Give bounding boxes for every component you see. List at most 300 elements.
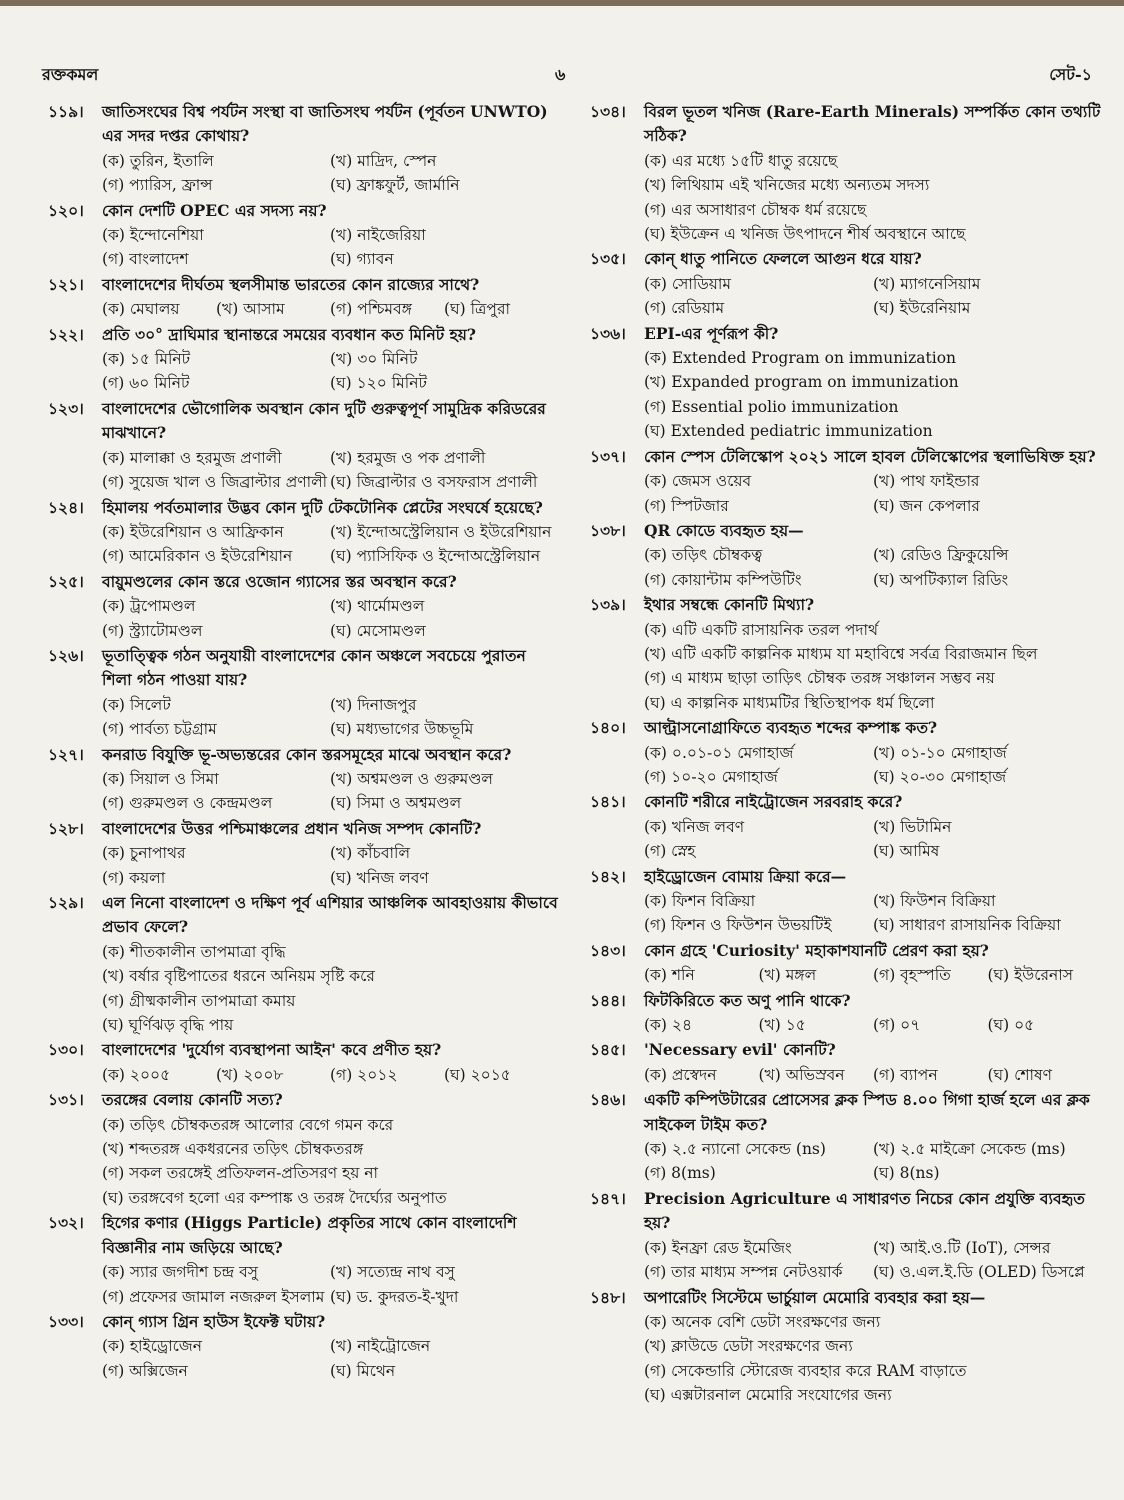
option-row	[644, 419, 1102, 443]
question-number: ১৩৬।	[590, 323, 626, 343]
answer-option: (গ) সুয়েজ খাল ও জিব্রাল্টার প্রণালী	[102, 473, 328, 492]
options	[48, 1063, 558, 1087]
options	[590, 149, 1102, 247]
answer-option: (গ) Essential polio immunization	[644, 397, 899, 416]
question-number: ১৩৪।	[590, 102, 626, 121]
page-number: ৬	[555, 65, 566, 84]
question-block	[590, 322, 1102, 444]
answer-option: (খ) সত্যেন্দ্র নাথ বসু	[330, 1263, 455, 1282]
question-block	[48, 1310, 558, 1383]
question-text: কোন দেশটি OPEC এর সদস্য নয়?	[102, 200, 327, 220]
option-row	[644, 296, 1102, 320]
question-number: ১৪৭।	[590, 1188, 626, 1208]
question-block	[590, 519, 1102, 592]
option-row	[102, 1359, 558, 1383]
answer-option: (খ) আই.ও.টি (IoT), সেন্সর	[873, 1238, 1051, 1257]
question-number: ১২৬।	[48, 645, 84, 665]
question-block	[590, 989, 1102, 1038]
option-row	[102, 520, 558, 544]
question-number: ১৪৬।	[590, 1090, 626, 1110]
question-number: ১৪৩।	[590, 940, 626, 960]
option-row	[102, 149, 558, 173]
answer-option: (ক) খনিজ লবণ	[644, 817, 745, 836]
options	[48, 940, 558, 1038]
question-number: ১৪৫।	[590, 1040, 626, 1060]
question-line	[48, 570, 558, 594]
options	[48, 767, 558, 816]
answer-option: (ক) শীতকালীন তাপমাত্রা বৃদ্ধি	[102, 942, 286, 961]
answer-option: (ঘ) প্যাসিফিক ও ইন্দোঅস্ট্রেলিয়ান	[330, 547, 541, 566]
answer-option: (গ) স্ট্র্যাটোমণ্ডল	[102, 621, 203, 640]
answer-option: (গ) ১০-২০ মেগাহার্জ	[644, 767, 778, 786]
question-number: ১২৮।	[48, 818, 84, 838]
question-line	[590, 1286, 1102, 1310]
question-line	[590, 1187, 1102, 1236]
question-block	[48, 891, 558, 1037]
answer-option: (খ) মাদ্রিদ, স্পেন	[330, 151, 437, 170]
answer-option: (গ) আমেরিকান ও ইউরেশিয়ান	[102, 547, 293, 566]
answer-option: (খ) লিথিয়াম এই খনিজের মধ্যে অন্যতম সদস্য	[644, 176, 930, 195]
question-line	[590, 1088, 1102, 1137]
question-line	[48, 496, 558, 520]
option-row	[644, 1359, 1102, 1383]
option-row	[644, 1063, 1102, 1087]
answer-option: (ঘ) Extended pediatric immunization	[644, 422, 933, 441]
options	[590, 963, 1102, 987]
option-row	[102, 1285, 558, 1309]
option-row	[644, 1137, 1102, 1161]
answer-option: (গ) ফিশন ও ফিউশন উভয়টিই	[644, 916, 832, 935]
question-number: ১২২।	[48, 324, 84, 344]
answer-option: (ক) Extended Program on immunization	[644, 349, 957, 368]
options	[48, 297, 558, 321]
answer-option: (ক) সিয়াল ও সিমা	[102, 769, 219, 788]
question-block	[48, 743, 558, 816]
question-line	[48, 273, 558, 297]
answer-option: (গ) 8(ms)	[644, 1164, 716, 1183]
question-number: ১২৩।	[48, 398, 84, 418]
answer-option: (ঘ) ঘূর্ণিঝড় বৃদ্ধি পায়	[102, 1016, 234, 1035]
answer-option: (ক) সিলেট	[102, 695, 171, 714]
options	[48, 347, 558, 396]
answer-option: (গ) ০৭	[873, 1016, 921, 1035]
option-row	[644, 1310, 1102, 1334]
option-row	[644, 469, 1102, 493]
question-text: Precision Agriculture এ সাধারণত নিচের কোন প্রযুক্তি ব্যবহৃত হয়?	[644, 1188, 1085, 1233]
answer-option: (ক) ট্রপোমণ্ডল	[102, 597, 196, 616]
answer-option: (খ) পাথ ফাইন্ডার	[873, 472, 980, 491]
question-block	[590, 445, 1102, 518]
answer-option: (খ) বর্ষার বৃষ্টিপাতের ধরনে অনিয়ম সৃষ্টি করে	[102, 967, 375, 986]
answer-option: (খ) Expanded program on immunization	[644, 373, 959, 392]
options	[590, 741, 1102, 790]
answer-option: (ক) অনেক বেশি ডেটা সংরক্ষণের জন্য	[644, 1312, 881, 1331]
answer-option: (গ) পশ্চিমবঙ্গ	[330, 300, 412, 319]
options	[48, 1113, 558, 1211]
question-line	[590, 790, 1102, 814]
answer-option: (ঘ) তরঙ্গবেগ হলো এর কম্পাঙ্ক ও তরঙ্গ দৈর্ঘ্যের অনুপাত	[102, 1188, 447, 1207]
options	[48, 446, 558, 495]
question-text: কোন্ ধাতু পানিতে ফেললে আগুন ধরে যায়?	[644, 249, 922, 269]
option-row	[644, 839, 1102, 863]
answer-option: (ক) প্রস্বেদন	[644, 1065, 717, 1084]
question-block	[590, 790, 1102, 863]
option-row	[644, 198, 1102, 222]
question-text: কোন গ্রহে 'Curiosity' মহাকাশযানটি প্রেরণ করা হয়?	[644, 940, 989, 960]
answer-option: (ঘ) সাধারণ রাসায়নিক বিক্রিয়া	[873, 916, 1061, 935]
answer-option: (গ) সেকেন্ডারি স্টোরেজ ব্যবহার করে RAM বাড়াতে	[644, 1361, 967, 1380]
question-line	[590, 593, 1102, 617]
answer-option: (ঘ) জন কেপলার	[873, 496, 980, 515]
question-text: বাংলাদেশের 'দুর্যোগ ব্যবস্থাপনা আইন' কবে প্রণীত হয়?	[102, 1040, 442, 1060]
answer-option: (গ) বাংলাদেশ	[102, 250, 189, 269]
answer-option: (গ) ২০১২	[330, 1065, 398, 1084]
option-row	[644, 543, 1102, 567]
option-row	[102, 841, 558, 865]
option-row	[644, 963, 1102, 987]
option-row	[644, 618, 1102, 642]
question-block	[590, 1187, 1102, 1285]
question-line	[590, 989, 1102, 1013]
answer-option: (ঘ) ১২০ মিনিট	[330, 374, 427, 393]
answer-option: (গ) এ মাধ্যম ছাড়া তাড়িৎ চৌম্বক তরঙ্গ সঞ্চালন সম্ভব নয়	[644, 669, 995, 688]
option-row	[102, 446, 558, 470]
question-number: ১৩৩।	[48, 1311, 84, 1331]
option-row	[102, 371, 558, 395]
answer-option: (খ) আসাম	[216, 300, 285, 319]
question-number: ১৩৭।	[590, 446, 626, 466]
question-block	[590, 865, 1102, 938]
option-row	[644, 666, 1102, 690]
question-text: কোন স্পেস টেলিস্কোপ ২০২১ সালে হাবল টেলিস্কোপের স্থলাভিষিক্ত হয়?	[644, 446, 1096, 466]
option-row	[644, 1383, 1102, 1407]
header-title: রক্তকমল	[42, 65, 99, 84]
answer-option: (গ) প্রফেসর জামাল নজরুল ইসলাম	[102, 1287, 325, 1306]
question-line	[590, 445, 1102, 469]
question-block	[48, 323, 558, 396]
question-text: কনরাড বিযুক্তি ভূ-অভ্যন্তরের কোন স্তরসমূহের মাঝে অবস্থান করে?	[102, 744, 512, 764]
question-line	[48, 397, 558, 446]
option-row	[102, 470, 558, 494]
answer-option: (ঘ) ইউক্রেন এ খনিজ উৎপাদনে শীর্ষ অবস্থানে আছে	[644, 225, 966, 244]
question-line	[48, 1211, 558, 1260]
question-block	[590, 716, 1102, 789]
question-block	[48, 817, 558, 890]
answer-option: (ক) ২.৫ ন্যানো সেকেন্ড (ns)	[644, 1140, 826, 1159]
answer-option: (ঘ) 8(ns)	[873, 1164, 940, 1183]
answer-option: (ঘ) ও.এল.ই.ডি (OLED) ডিসপ্লে	[873, 1263, 1085, 1282]
question-line	[48, 644, 558, 693]
set-label: সেট-১	[1049, 65, 1092, 84]
question-line	[48, 1088, 558, 1112]
answer-option: (গ) স্পিটজার	[644, 496, 729, 515]
options	[48, 223, 558, 272]
question-number: ১১৯।	[48, 102, 84, 121]
option-row	[644, 913, 1102, 937]
question-block	[590, 100, 1102, 246]
left-column	[48, 100, 558, 1384]
question-line	[48, 743, 558, 767]
question-number: ১২৯।	[48, 893, 84, 912]
answer-option: (গ) অক্সিজেন	[102, 1361, 188, 1380]
option-row	[102, 866, 558, 890]
answer-option: (ক) মালাক্কা ও হরমুজ প্রণালী	[102, 448, 282, 467]
question-number: ১৩২।	[48, 1213, 84, 1233]
options	[590, 469, 1102, 518]
answer-option: (ক) তড়িৎ চৌম্বকতরঙ্গ আলোর বেগে গমন করে	[102, 1115, 394, 1134]
option-row	[644, 494, 1102, 518]
answer-option: (গ) তার মাধ্যম সম্পন্ন নেটওয়ার্ক	[644, 1263, 843, 1282]
option-row	[102, 940, 558, 964]
question-line	[590, 322, 1102, 346]
question-block	[48, 1211, 558, 1309]
option-row	[102, 173, 558, 197]
question-text: জাতিসংঘের বিশ্ব পর্যটন সংস্থা বা জাতিসংঘ পর্যটন (পূর্বতন UNWTO) এর সদর দপ্তর কোথায়?	[102, 102, 548, 146]
option-row	[644, 346, 1102, 370]
options	[590, 1236, 1102, 1285]
question-text: একটি কম্পিউটারের প্রোসেসর ক্লক স্পিড ৪.০০ গিগা হার্জ হলে এর ক্লক সাইকেল টাইম কত?	[644, 1090, 1090, 1134]
question-text: ভূতাত্ত্বিক গঠন অনুযায়ী বাংলাদেশের কোন অঞ্চলে সবচেয়ে পুরাতন শিলা গঠন পাওয়া যায়?	[102, 645, 526, 690]
answer-option: (ক) শনি	[644, 966, 695, 985]
option-row	[644, 1334, 1102, 1358]
answer-option: (খ) নাইজেরিয়া	[330, 226, 426, 245]
answer-option: (গ) ব্যাপন	[873, 1065, 938, 1084]
question-line	[590, 865, 1102, 889]
question-text: হাইড্রোজেন বোমায় ক্রিয়া করে—	[644, 866, 847, 886]
option-row	[102, 223, 558, 247]
option-row	[644, 370, 1102, 394]
option-row	[102, 297, 558, 321]
question-text: আল্ট্রাসনোগ্রাফিতে ব্যবহৃত শব্দের কম্পাঙ্ক কত?	[644, 718, 938, 738]
question-text: প্রতি ৩০° দ্রাঘিমার স্থানান্তরে সময়ের ব্যবধান কত মিনিট হয়?	[102, 324, 476, 344]
options	[590, 543, 1102, 592]
answer-option: (ঘ) ২০-৩০ মেগাহার্জ	[873, 767, 1007, 786]
question-text: বিরল ভূতল খনিজ (Rare-Earth Minerals) সম্পর্কিত কোন তথ্যটি সঠিক?	[644, 102, 1101, 146]
answer-option: (ক) ২০০৫	[102, 1065, 171, 1084]
option-row	[102, 619, 558, 643]
question-number: ১৪২।	[590, 866, 626, 886]
answer-option: (ক) তুরিন, ইতালি	[102, 151, 214, 170]
question-text: হিগের কণার (Higgs Particle) প্রকৃতির সাথে কোন বাংলাদেশি বিজ্ঞানীর নাম জড়িয়ে আছে?	[102, 1213, 517, 1257]
option-row	[102, 767, 558, 791]
options	[590, 1137, 1102, 1186]
answer-option: (ঘ) ত্রিপুরা	[444, 300, 510, 319]
answer-option: (খ) অভিস্রবন	[758, 1065, 845, 1084]
answer-option: (ঘ) এ কাল্পনিক মাধ্যমটির স্থিতিস্থাপক ধর্ম ছিলো	[644, 693, 935, 712]
question-number: ১৪১।	[590, 792, 626, 812]
answer-option: (ক) ইনফ্রা রেড ইমেজিং	[644, 1238, 792, 1257]
question-line	[590, 1038, 1102, 1062]
option-row	[102, 1260, 558, 1284]
options	[590, 346, 1102, 444]
answer-option: (গ) কোয়ান্টাম কম্পিউটিং	[644, 570, 802, 589]
answer-option: (ক) এর মধ্যে ১৫টি ধাতু রয়েছে	[644, 151, 838, 170]
option-row	[644, 222, 1102, 246]
option-row	[644, 815, 1102, 839]
answer-option: (খ) রেডিও ফ্রিকুয়েন্সি	[873, 546, 1009, 565]
question-block	[48, 1038, 558, 1087]
question-text: অপারেটিং সিস্টেমে ভার্চুয়াল মেমোরি ব্যবহার করা হয়—	[644, 1287, 986, 1307]
question-number: ১৪৪।	[590, 990, 626, 1010]
answer-option: (ক) ফিশন বিক্রিয়া	[644, 892, 756, 910]
question-number: ১৪৮।	[590, 1287, 626, 1307]
option-row	[644, 765, 1102, 789]
option-row	[644, 691, 1102, 715]
answer-option: (ক) ০.০১-০১ মেগাহার্জ	[644, 743, 794, 762]
question-block	[590, 1286, 1102, 1408]
answer-option: (ক) হাইড্রোজেন	[102, 1337, 203, 1356]
question-number: ১২১।	[48, 274, 84, 294]
option-row	[102, 544, 558, 568]
answer-option: (ঘ) ইউরেনাস	[987, 966, 1073, 985]
option-row	[102, 964, 558, 988]
option-row	[102, 594, 558, 618]
question-block	[48, 397, 558, 495]
answer-option: (ক) ১৫ মিনিট	[102, 350, 191, 369]
answer-option: (গ) গ্রীষ্মকালীন তাপমাত্রা কমায়	[102, 991, 296, 1010]
question-line	[48, 100, 558, 149]
question-block	[48, 644, 558, 742]
option-row	[102, 989, 558, 1013]
options	[48, 841, 558, 890]
answer-option: (গ) কয়লা	[102, 868, 166, 887]
question-number: ১৩১।	[48, 1090, 84, 1110]
option-row	[102, 791, 558, 815]
answer-option: (খ) ক্লাউডে ডেটা সংরক্ষণের জন্য	[644, 1337, 853, 1356]
question-block	[48, 273, 558, 322]
option-row	[644, 741, 1102, 765]
question-text: বায়ুমণ্ডলের কোন স্তরে ওজোন গ্যাসের স্তর অবস্থান করে?	[102, 571, 457, 591]
options	[48, 149, 558, 198]
question-text: কোন্ গ্যাস গ্রিন হাউস ইফেক্ট ঘটায়?	[102, 1311, 326, 1331]
answer-option: (খ) অশ্বমণ্ডল ও গুরুমণ্ডল	[330, 769, 493, 788]
question-text: EPI-এর পূর্ণরূপ কী?	[644, 323, 779, 343]
option-row	[644, 889, 1102, 913]
answer-option: (খ) ম্যাগনেসিয়াম	[873, 274, 981, 293]
answer-option: (খ) নাইট্রোজেন	[330, 1337, 431, 1356]
answer-option: (খ) এটি একটি কাল্পনিক মাধ্যম যা মহাবিশ্বে সর্বত্র বিরাজমান ছিল	[644, 644, 1038, 663]
answer-option: (খ) ০১-১০ মেগাহার্জ	[873, 743, 1007, 762]
option-row	[644, 272, 1102, 296]
answer-option: (ক) এটি একটি রাসায়নিক তরল পদার্থ	[644, 620, 879, 639]
answer-option: (ঘ) ইউরেনিয়াম	[873, 299, 971, 318]
option-row	[644, 1236, 1102, 1260]
question-text: তরঙ্গের বেলায় কোনটি সত্য?	[102, 1090, 283, 1110]
answer-option: (খ) ৩০ মিনিট	[330, 350, 418, 369]
options	[48, 1334, 558, 1383]
answer-option: (খ) কাঁচবালি	[330, 844, 411, 863]
answer-option: (ঘ) অপটিক্যাল রিডিং	[873, 570, 1009, 589]
question-block	[590, 939, 1102, 988]
answer-option: (খ) ফিউশন বিক্রিয়া	[873, 892, 996, 910]
answer-option: (গ) ৬০ মিনিট	[102, 374, 190, 393]
question-text: বাংলাদেশের ভৌগোলিক অবস্থান কোন দুটি গুরুত্বপূর্ণ সামুদ্রিক করিডরের মাঝখানে?	[102, 398, 546, 443]
answer-option: (ঘ) গ্যাবন	[330, 250, 394, 269]
options	[590, 815, 1102, 864]
answer-option: (ঘ) মেসোমণ্ডল	[330, 621, 426, 640]
option-row	[102, 347, 558, 371]
option-row	[102, 1063, 558, 1087]
answer-option: (খ) ভিটামিন	[873, 817, 952, 836]
option-row	[102, 717, 558, 741]
question-text: 'Necessary evil' কোনটি?	[644, 1040, 836, 1060]
answer-option: (ক) ইউরেশিয়ান ও আফ্রিকান	[102, 522, 284, 541]
answer-option: (খ) ১৫	[758, 1016, 806, 1035]
question-line	[48, 1310, 558, 1334]
question-line	[590, 716, 1102, 740]
question-number: ১৩৯।	[590, 595, 626, 615]
answer-option: (ঘ) ফ্রাঙ্কফুর্ট, জার্মানি	[330, 176, 460, 195]
answer-option: (খ) শব্দতরঙ্গ একধরনের তড়িৎ চৌম্বকতরঙ্গ	[102, 1140, 364, 1159]
question-block	[48, 570, 558, 643]
question-number: ১৩৮।	[590, 520, 626, 540]
answer-option: (ক) তড়িৎ চৌম্বকত্ব	[644, 546, 763, 565]
options	[48, 693, 558, 742]
option-row	[644, 1260, 1102, 1284]
question-block	[48, 1088, 558, 1210]
question-block	[48, 496, 558, 569]
answer-option: (ঘ) ০৫	[987, 1016, 1035, 1035]
option-row	[102, 1161, 558, 1185]
option-row	[644, 149, 1102, 173]
options	[590, 889, 1102, 938]
top-border	[0, 0, 1124, 6]
options	[48, 520, 558, 569]
option-row	[102, 1186, 558, 1210]
options	[48, 1260, 558, 1309]
answer-option: (ক) স্যার জগদীশ চন্দ্র বসু	[102, 1263, 258, 1282]
question-block	[590, 1038, 1102, 1087]
answer-option: (ঘ) মধ্যভাগের উচ্চভূমি	[330, 720, 474, 739]
answer-option: (খ) হরমুজ ও পক প্রণালী	[330, 448, 486, 467]
option-row	[644, 568, 1102, 592]
answer-option: (খ) ২.৫ মাইক্রো সেকেন্ড (ms)	[873, 1140, 1066, 1159]
question-text: এল নিনো বাংলাদেশ ও দক্ষিণ পূর্ব এশিয়ার আঞ্চলিক আবহাওয়ায় কীভাবে প্রভাব ফেলে?	[102, 893, 558, 937]
question-line	[590, 939, 1102, 963]
question-number: ১২৪।	[48, 497, 84, 517]
question-block	[590, 593, 1102, 715]
options	[590, 1013, 1102, 1037]
question-line	[48, 323, 558, 347]
question-block	[590, 1088, 1102, 1186]
option-row	[102, 693, 558, 717]
question-line	[48, 817, 558, 841]
question-number: ১২৭।	[48, 744, 84, 764]
answer-option: (ঘ) মিথেন	[330, 1361, 396, 1380]
answer-option: (ক) চুনাপাথর	[102, 844, 186, 863]
question-text: হিমালয় পর্বতমালার উদ্ভব কোন দুটি টেকটোনিক প্লেটের সংঘর্ষে হয়েছে?	[102, 497, 543, 517]
question-text: কোনটি শরীরে নাইট্রোজেন সরবরাহ করে?	[644, 792, 903, 812]
question-text: ফিটকিরিতে কত অণু পানি থাকে?	[644, 990, 851, 1010]
question-number: ১৩০।	[48, 1040, 84, 1060]
question-text: ইথার সম্বন্ধে কোনটি মিথ্যা?	[644, 595, 815, 615]
question-number: ১৪০।	[590, 718, 626, 738]
option-row	[102, 1137, 558, 1161]
options	[48, 594, 558, 643]
answer-option: (ঘ) খনিজ লবণ	[330, 868, 429, 887]
right-column	[590, 100, 1102, 1409]
answer-option: (ক) মেঘালয়	[102, 300, 180, 319]
answer-option: (ক) ২৪	[644, 1016, 693, 1035]
option-row	[644, 173, 1102, 197]
question-text: বাংলাদেশের দীর্ঘতম স্থলসীমান্ত ভারতের কোন রাজ্যের সাথে?	[102, 274, 480, 294]
answer-option: (গ) পার্বত্য চট্টগ্রাম	[102, 720, 217, 739]
option-row	[102, 247, 558, 271]
answer-option: (ক) জেমস ওয়েব	[644, 472, 752, 491]
question-line	[590, 247, 1102, 271]
option-row	[102, 1334, 558, 1358]
question-text: QR কোডে ব্যবহৃত হয়—	[644, 520, 804, 540]
